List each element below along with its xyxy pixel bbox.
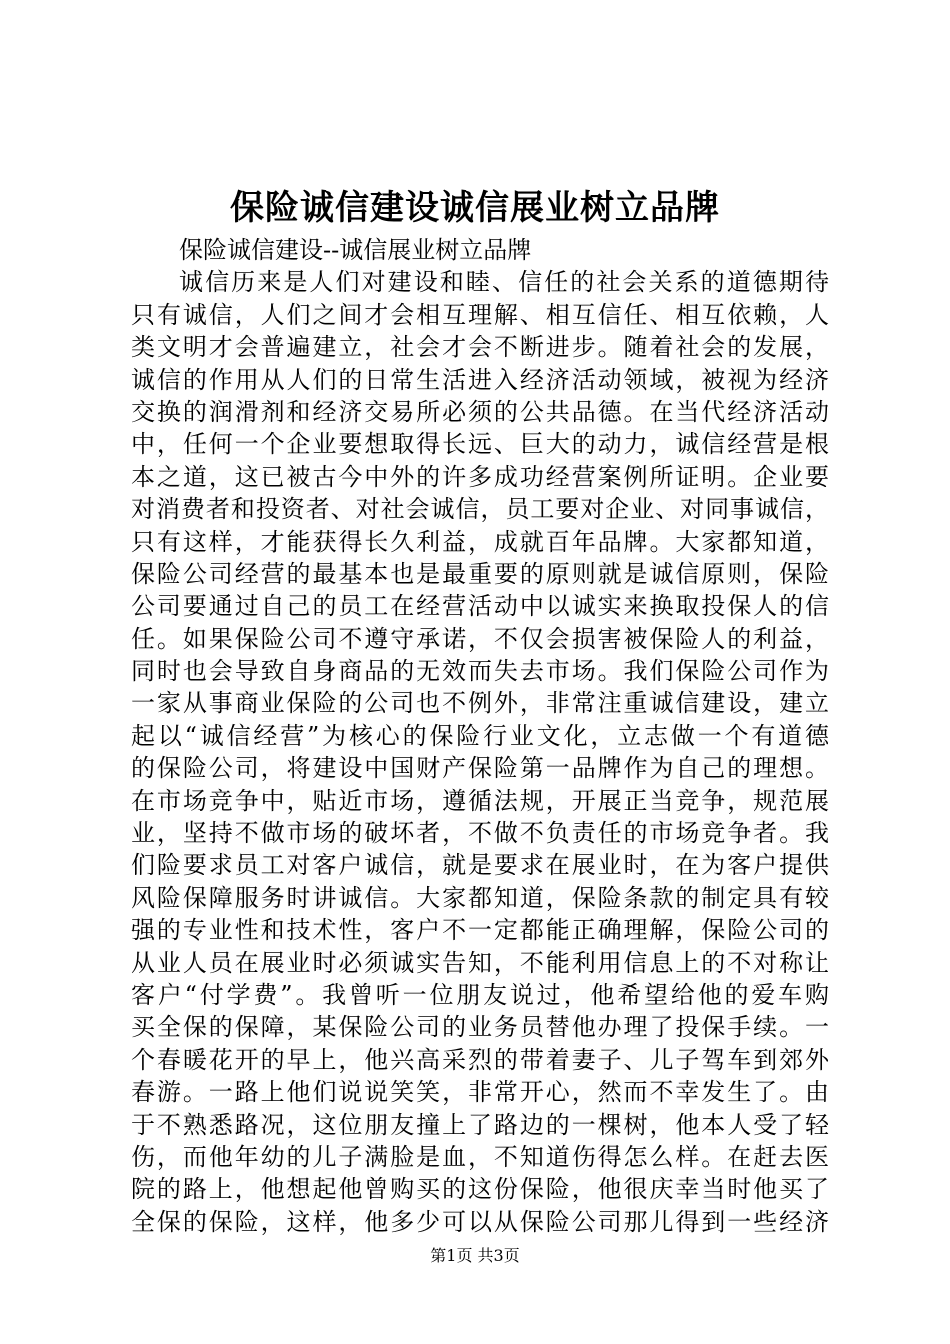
paragraph-line: 个春暖花开的早上，他兴高采烈的带着妻子、儿子驾车到郊外 xyxy=(131,1045,829,1074)
paragraph-line: 一家从事商业保险的公司也不例外，非常注重诚信建设，建立 xyxy=(131,689,829,718)
paragraph-line: 们险要求员工对客户诚信，就是要求在展业时，在为客户提供 xyxy=(131,851,829,880)
paragraph-line: 伤，而他年幼的儿子满脸是血，不知道伤得怎么样。在赶去医 xyxy=(131,1142,829,1171)
paragraph-line: 中，任何一个企业要想取得长远、巨大的动力，诚信经营是根 xyxy=(131,430,829,459)
paragraph-line: 的保险公司，将建设中国财产保险第一品牌作为自己的理想。 xyxy=(131,754,829,783)
paragraph-line: 强的专业性和技术性，客户不一定都能正确理解，保险公司的 xyxy=(131,916,829,945)
document-title: 保险诚信建设诚信展业树立品牌 xyxy=(230,188,720,228)
paragraph-line: 对消费者和投资者、对社会诚信，员工要对企业、对同事诚信， xyxy=(131,495,829,524)
paragraph-line: 买全保的保障，某保险公司的业务员替他办理了投保手续。一 xyxy=(131,1013,829,1042)
document-body xyxy=(131,234,829,1238)
page-number-footer: 第1页 共3页 xyxy=(430,1246,520,1265)
paragraph-line: 客户“付学费”。我曾听一位朋友说过，他希望给他的爱车购 xyxy=(131,980,829,1009)
paragraph-line: 只有诚信，人们之间才会相互理解、相互信任、相互依赖，人 xyxy=(131,300,829,329)
paragraph-line: 诚信的作用从人们的日常生活进入经济活动领域，被视为经济 xyxy=(131,365,829,394)
paragraph-line: 业，坚持不做市场的破坏者，不做不负责任的市场竞争者。我 xyxy=(131,819,829,848)
paragraph-line: 风险保障服务时讲诚信。大家都知道，保险条款的制定具有较 xyxy=(131,883,829,912)
paragraph-line: 从业人员在展业时必须诚实告知，不能利用信息上的不对称让 xyxy=(131,948,829,977)
paragraph-line: 保险公司经营的最基本也是最重要的原则就是诚信原则，保险 xyxy=(131,559,829,588)
document-subtitle: 保险诚信建设--诚信展业树立品牌 xyxy=(179,236,532,264)
paragraph-line: 交换的润滑剂和经济交易所必须的公共品德。在当代经济活动 xyxy=(131,397,829,426)
paragraph-line: 院的路上，他想起他曾购买的这份保险，他很庆幸当时他买了 xyxy=(131,1175,829,1204)
paragraph-line: 任。如果保险公司不遵守承诺，不仅会损害被保险人的利益， xyxy=(131,624,829,653)
paragraph-line: 在市场竞争中，贴近市场，遵循法规，开展正当竞争，规范展 xyxy=(131,786,829,815)
paragraph-line: 全保的保险，这样，他多少可以从保险公司那儿得到一些经济 xyxy=(131,1207,829,1236)
paragraph-line: 起以“诚信经营”为核心的保险行业文化，立志做一个有道德 xyxy=(131,721,829,750)
paragraph-line: 类文明才会普遍建立，社会才会不断进步。随着社会的发展， xyxy=(131,333,829,362)
paragraph-line: 于不熟悉路况，这位朋友撞上了路边的一棵树，他本人受了轻 xyxy=(131,1110,829,1139)
paragraph-line: 本之道，这已被古今中外的许多成功经营案例所证明。企业要 xyxy=(131,462,829,491)
paragraph-line: 只有这样，才能获得长久利益，成就百年品牌。大家都知道， xyxy=(131,527,829,556)
paragraph-line: 同时也会导致自身商品的无效而失去市场。我们保险公司作为 xyxy=(131,657,829,686)
paragraph-line: 公司要通过自己的员工在经营活动中以诚实来换取投保人的信 xyxy=(131,592,829,621)
paragraph-line: 春游。一路上他们说说笑笑，非常开心，然而不幸发生了。由 xyxy=(131,1078,829,1107)
paragraph-line: 诚信历来是人们对建设和睦、信任的社会关系的道德期待 xyxy=(179,268,829,297)
